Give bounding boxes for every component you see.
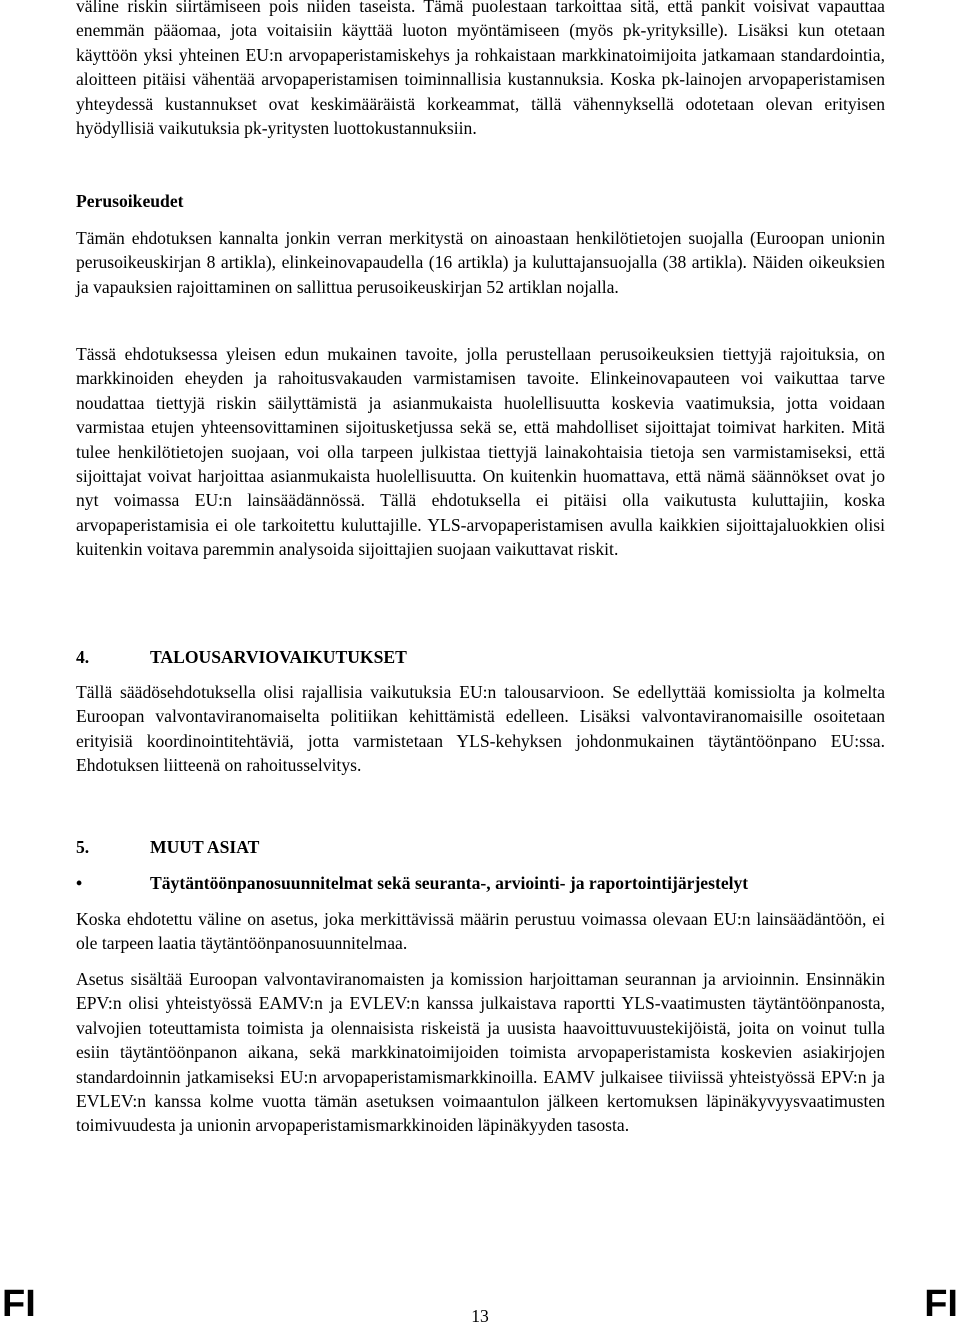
intro-paragraph: väline riskin siirtämiseen pois niiden taseista. Tämä puolestaan tarkoittaa sitä, että pankit voisivat vapauttaa enemmän pääomaa, jota voitaisiin käyttää luoton myöntämiseen (myös pk-yrityksille). Lisäksi kun otetaan käyttöön yksi yhteinen EU:n arvopaperistamiskehys ja rohkaistaan markkinatoimijoita jatkamaan standardointia, aloitteen pitäisi vähentää arvopaperistamisen toiminnallisia kustannuksia. Koska pk-lainojen arvopaperistamisen yhteydessä kustannukset ovat keskimääräistä korkeammat, tällä vähennyksellä odotetaan olevan erityisen hyödyllisiä vaikutuksia pk-yritysten luottokustannuksiin. [76, 0, 885, 139]
footer-language-left: FI [2, 1283, 36, 1325]
bullet-icon: • [76, 873, 83, 893]
section-4-heading [76, 645, 407, 669]
page-number: 13 [471, 1306, 489, 1326]
seuranta-paragraph: Asetus sisältää Euroopan valvontaviranomaisten ja komission harjoittaman seurannan ja arvioinnin. Ensinnäkin EPV:n olisi yhteistyössä EAMV:n ja EVLEV:n kanssa julkaistava raportti YLS-vaatimusten täytäntöönpanosta, valvojien toteuttamista toimista ja olennaisista riskeistä ja uusista haavoittuvuustekijöistä, joita on voinut tulla esiin täytäntöönpanon aikana, sekä markkinatoimijoiden toimista arvopaperistamista koskevien asiakirjojen standardoinnin jatkamiseksi EU:n arvopaperistamismarkkinoilla. EAMV julkaisee tiiviissä yhteistyössä EPV:n ja EVLEV:n kanssa kolme vuotta tämän asetuksen voimaantulon jälkeen kertomuksen läpinäkyvyysvaatimusten toimivuudesta ja unionin arvopaperistamismarkkinoiden läpinäkyyden tasosta. [76, 969, 885, 1136]
footer-language-right: FI [924, 1283, 958, 1325]
section-4-title: TALOUSARVIOVAIKUTUKSET [150, 647, 407, 667]
bullet-heading-text: Täytäntöönpanosuunnitelmat sekä seuranta-, arviointi- ja raportointijärjestelyt [150, 873, 749, 893]
bullet-heading [76, 871, 748, 895]
section-5-heading [76, 835, 259, 859]
yleinen-etu-paragraph: Tässä ehdotuksessa yleisen edun mukainen tavoite, jolla perustellaan perusoikeuksien tiettyjä rajoituksia, on markkinoiden eheyden ja rahoitusvakauden varmistamisen tavoite. Elinkeinovapauteen voi vaikuttaa tarve noudattaa tiettyjä riskin säilyttämistä ja asianmukaista huolellisuutta koskevia vaatimuksia, jotta voidaan varmistaa etujen yhteensovittaminen sijoitusketjussa sekä se, että mahdolliset sijoittajat toimivat harkiten. Mitä tulee henkilötietojen suojaan, voi olla tarpeen julkistaa tiettyjä lainakohtaisia tietoja sen varmistamiseksi, että sijoittajat voivat harjoittaa asianmukaista huolellisuutta. On kuitenkin huomattava, että nämä säännökset ovat jo nyt voimassa EU:n lainsäädännössä. Tällä ehdotuksella ei pitäisi olla vaikutusta kuluttajiin, koska arvopaperistamisia ei ole tarkoitettu kuluttajille. YLS-arvopaperistamisen avulla kaikkien sijoittajaluokkien olisi kuitenkin voitava paremmin analysoida sijoittajien suojaan vaikuttavat riskit. [76, 344, 885, 560]
talousarvio-paragraph: Tällä säädösehdotuksella olisi rajallisia vaikutuksia EU:n talousarvioon. Se edellyttää komissiolta ja kolmelta Euroopan valvontaviranomaiselta politiikan kehittämistä edelleen. Lisäksi valvontaviranomaisille osoitetaan erityisiä koordinointitehtäviä, jotta varmistetaan YLS-kehyksen johdonmukainen täytäntöönpano EU:ssa. Ehdotuksen liitteenä on rahoitusselvitys. [76, 682, 885, 776]
section-4-number: 4. [76, 647, 90, 667]
heading-perusoikeudet: Perusoikeudet [76, 191, 184, 211]
taytantoonpano-paragraph: Koska ehdotettu väline on asetus, joka merkittävissä määrin perustuu voimassa olevaan EU:n lainsäädäntöön, ei ole tarpeen laatia täytäntöönpanosuunnitelmaa. [76, 909, 885, 954]
section-5-title: MUUT ASIAT [150, 837, 260, 857]
section-5-number: 5. [76, 837, 90, 857]
perusoikeudet-paragraph: Tämän ehdotuksen kannalta jonkin verran merkitystä on ainoastaan henkilötietojen suojalla (Euroopan unionin perusoikeuskirjan 8 artikla), elinkeinovapaudella (16 artikla) ja kuluttajansuojalla (38 artikla). Näiden oikeuksien ja vapauksien rajoittaminen on sallittua perusoikeuskirjan 52 artiklan nojalla. [76, 228, 885, 297]
